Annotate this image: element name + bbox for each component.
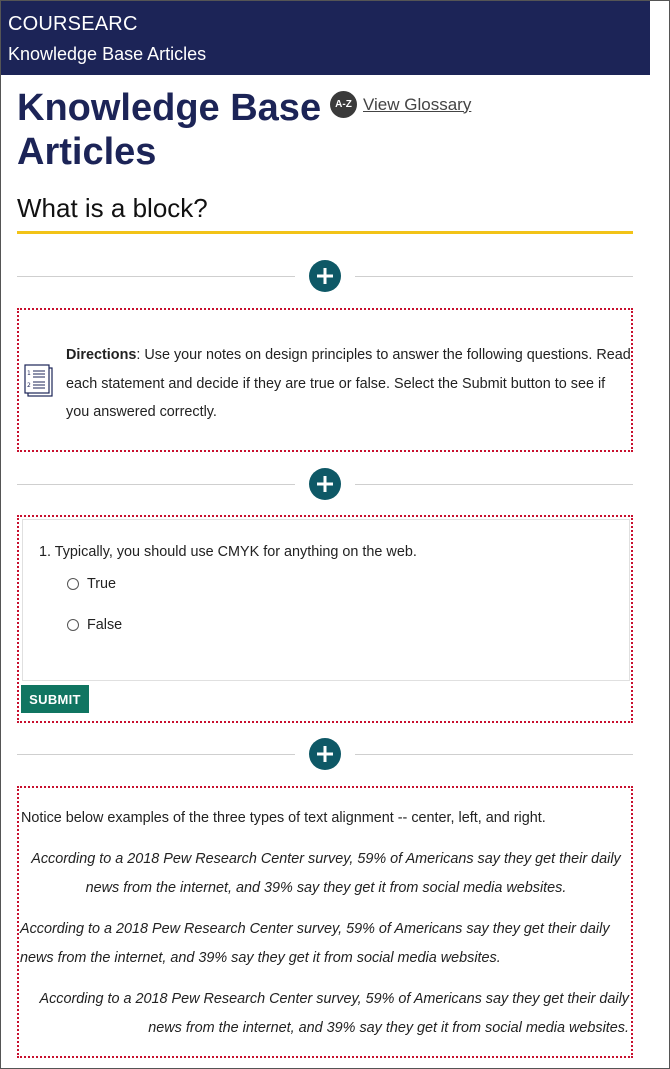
top-header-bar [1, 1, 650, 75]
add-block-button[interactable] [309, 260, 341, 292]
page-title: Knowledge Base Articles [17, 87, 322, 173]
header-subtitle: Knowledge Base Articles [8, 44, 207, 64]
quiz-question-panel [22, 519, 630, 681]
a-z-glossary-icon[interactable]: A-Z [330, 91, 357, 118]
right-aligned-text: According to a 2018 Pew Research Center survey, 59% of Americans say they get their daily news from the internet, and 39% say they get it from social media websites. [39, 991, 629, 1036]
divider-line [355, 276, 633, 277]
option-false-label: False [87, 617, 123, 633]
glossary-link-group[interactable] [330, 91, 471, 118]
add-block-button[interactable] [309, 738, 341, 770]
divider-line [17, 754, 295, 755]
option-true[interactable] [67, 576, 116, 592]
divider-line [355, 484, 633, 485]
directions-body: : Use your notes on design principles to answer the following questions. Read each statement and decide if they are true or false. Select the Submit button to see if you answered correctly. [66, 347, 631, 420]
text-alignment-block[interactable] [17, 786, 633, 1058]
directions-text [66, 341, 631, 427]
add-block-divider [17, 737, 633, 771]
divider-line [17, 276, 295, 277]
center-aligned-text: According to a 2018 Pew Research Center survey, 59% of Americans say they get their daily news from the internet, and 39% say they get it from social media websites. [31, 851, 621, 896]
divider-line [17, 484, 295, 485]
brand-name: COURSEARC [8, 13, 138, 35]
view-glossary-link[interactable]: View Glossary [363, 94, 472, 114]
add-block-divider [17, 467, 633, 501]
submit-button[interactable]: SUBMIT [21, 685, 89, 713]
alignment-intro: Notice below examples of the three types of text alignment -- center, left, and right. [21, 810, 546, 826]
svg-text:1: 1 [27, 370, 31, 377]
directions-label: Directions [66, 347, 137, 363]
radio-true[interactable] [67, 578, 79, 590]
section-title: What is a block? [17, 193, 208, 223]
divider-line [355, 754, 633, 755]
option-false[interactable] [67, 617, 122, 633]
worksheet-icon [24, 364, 54, 398]
quiz-question: 1. Typically, you should use CMYK for anything on the web. [39, 544, 417, 560]
add-block-divider [17, 259, 633, 293]
section-title-underline [17, 231, 633, 234]
quiz-block[interactable] [17, 515, 633, 723]
directions-block[interactable] [17, 308, 633, 452]
option-true-label: True [87, 576, 117, 592]
left-aligned-text: According to a 2018 Pew Research Center survey, 59% of Americans say they get their daily news from the internet, and 39% say they get it from social media websites. [20, 921, 610, 966]
radio-false[interactable] [67, 619, 79, 631]
svg-text:2: 2 [27, 382, 31, 389]
add-block-button[interactable] [309, 468, 341, 500]
